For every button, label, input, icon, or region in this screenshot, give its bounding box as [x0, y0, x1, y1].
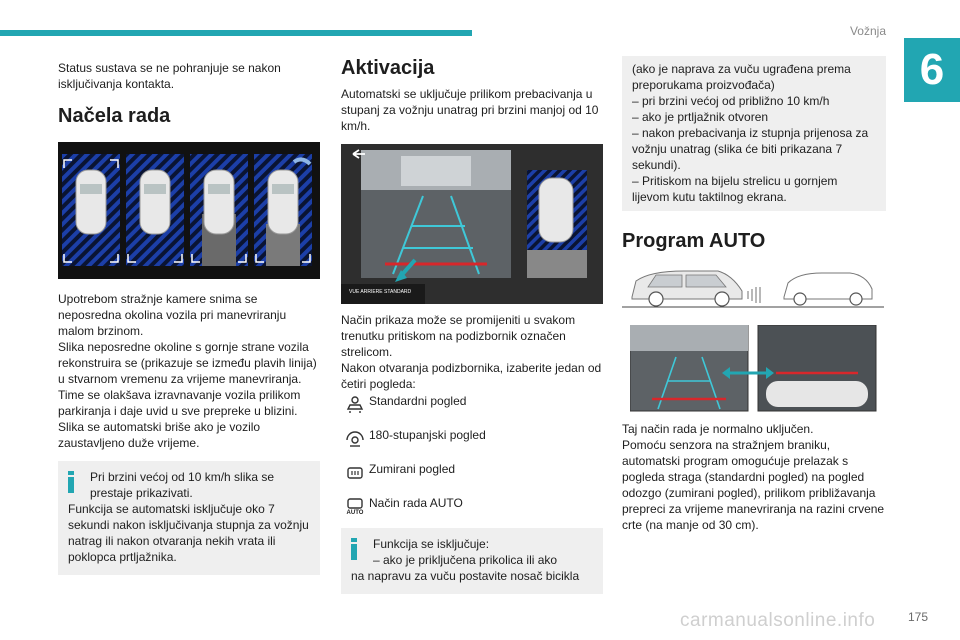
info-text: Funkcija se automatski isključuje oko 7 sekundi nakon isključivanja stupnja za vožnju natrag ili nakon otvaranja nekih vrata ili poklopca prtljažnika.: [68, 502, 309, 564]
180-view-icon: [341, 426, 369, 452]
rear-camera-view: [341, 144, 603, 304]
body-paragraph: Upotrebom stražnje kamere snima se neposredna okolina vozila pri manevriranju malom brzinom.: [58, 292, 287, 338]
watermark: carmanualsonline.info: [680, 610, 876, 631]
info-icon: [68, 471, 74, 493]
view-options-list: [341, 392, 603, 520]
info-text: – ako je priključena prikolica ili ako: [373, 553, 558, 567]
view-option-standard: [341, 392, 603, 418]
top-view-illustration: [58, 142, 320, 279]
column-2: [341, 56, 603, 594]
zoom-view-icon: [341, 460, 369, 486]
view-option-label: Način rada AUTO: [369, 496, 463, 510]
section-name: Vožnja: [849, 24, 886, 38]
heading-activation: Aktivacija: [341, 57, 435, 79]
info-icon: [351, 538, 357, 560]
view-option-180: [341, 426, 603, 452]
view-option-zoom: [341, 460, 603, 486]
auto-mode-icon: AUTO: [341, 494, 369, 520]
standard-view-icon: [341, 392, 369, 418]
intro-text: Automatski se uključuje prilikom prebacivanja u stupanj za vožnju unatrag pri brzini manjoj od 10 km/h.: [341, 87, 599, 133]
body-paragraph: Time se olakšava izravnavanje vozila prilikom parkiranja i daje uvid u sve prepreke u blizini. Slika se automatski briše ako je vozilo zaustavljeno duže vrijeme.: [58, 388, 301, 450]
four-top-views-figure: [58, 142, 320, 279]
heading-auto-program: Program AUTO: [622, 230, 766, 252]
heading-principles: Načela rada: [58, 105, 171, 127]
body-paragraph: Slika neposredne okoline s gornje strane vozila rekonstruira se (prikazuje se između plavih linija) u stvarnom vremenu za vrijeme manevriranja.: [58, 340, 317, 386]
info-box-continued: [622, 56, 886, 211]
view-option-label: Zumirani pogled: [369, 462, 456, 476]
intro-text: Status sustava se ne pohranjuje se nakon isključivanja kontakta.: [58, 61, 281, 91]
car-sensor-illustration: [622, 261, 884, 311]
info-text: – Pritiskom na bijelu strelicu u gornjem lijevom kutu taktilnog ekrana.: [632, 174, 838, 204]
view-option-auto: [341, 494, 603, 520]
info-text: (ako je naprava za vuču ugrađena prema preporukama proizvođača): [632, 62, 851, 92]
info-text: Funkcija se isključuje:: [373, 537, 490, 551]
view-option-label: 180-stupanjski pogled: [369, 428, 486, 442]
body-paragraph: Način prikaza može se promijeniti u svakom trenutku pritiskom na podizbornik označen strelicom.: [341, 313, 576, 359]
info-text: – nakon prebacivanja iz stupnja prijenosa za vožnju unatrag (slika će biti prikazana 7 sekundi).: [632, 126, 869, 172]
info-text: na napravu za vuču postavite nosač bicikla: [351, 569, 580, 583]
info-box: [58, 461, 320, 575]
column-1: [58, 56, 320, 575]
rear-camera-screen: [341, 144, 603, 304]
auto-mode-screens: [630, 325, 880, 415]
chapter-tab: 6: [904, 38, 960, 102]
body-paragraph: Taj način rada je normalno uključen.: [622, 422, 814, 436]
info-text: – ako je prtljažnik otvoren: [632, 110, 769, 124]
info-box: [341, 528, 603, 594]
body-paragraph: Nakon otvaranja podizbornika, izaberite jedan od četiri pogleda:: [341, 361, 602, 391]
header-accent-bar: [0, 30, 472, 36]
page-number: 175: [907, 610, 928, 624]
body-paragraph: Pomoću senzora na stražnjem braniku, automatski program omogućuje prelazak s pogleda straga (standardni pogled) na pogled odozgo (zumirani pogled), prilikom približavanja prepreci za vrijeme manevriranja na razini crvene crte (na manje od 30 cm).: [622, 438, 885, 532]
view-option-label: Standardni pogled: [369, 394, 467, 408]
standard-to-zoom-views: [630, 325, 880, 415]
info-text: Pri brzini većoj od 10 km/h slika se prestaje prikazivati.: [90, 470, 275, 500]
car-approaching-obstacle: [622, 261, 884, 311]
screen-view-label: VUE ARRIERE STANDARD: [349, 289, 412, 295]
column-3: [622, 56, 886, 533]
info-text: – pri brzini većoj od približno 10 km/h: [632, 94, 830, 108]
